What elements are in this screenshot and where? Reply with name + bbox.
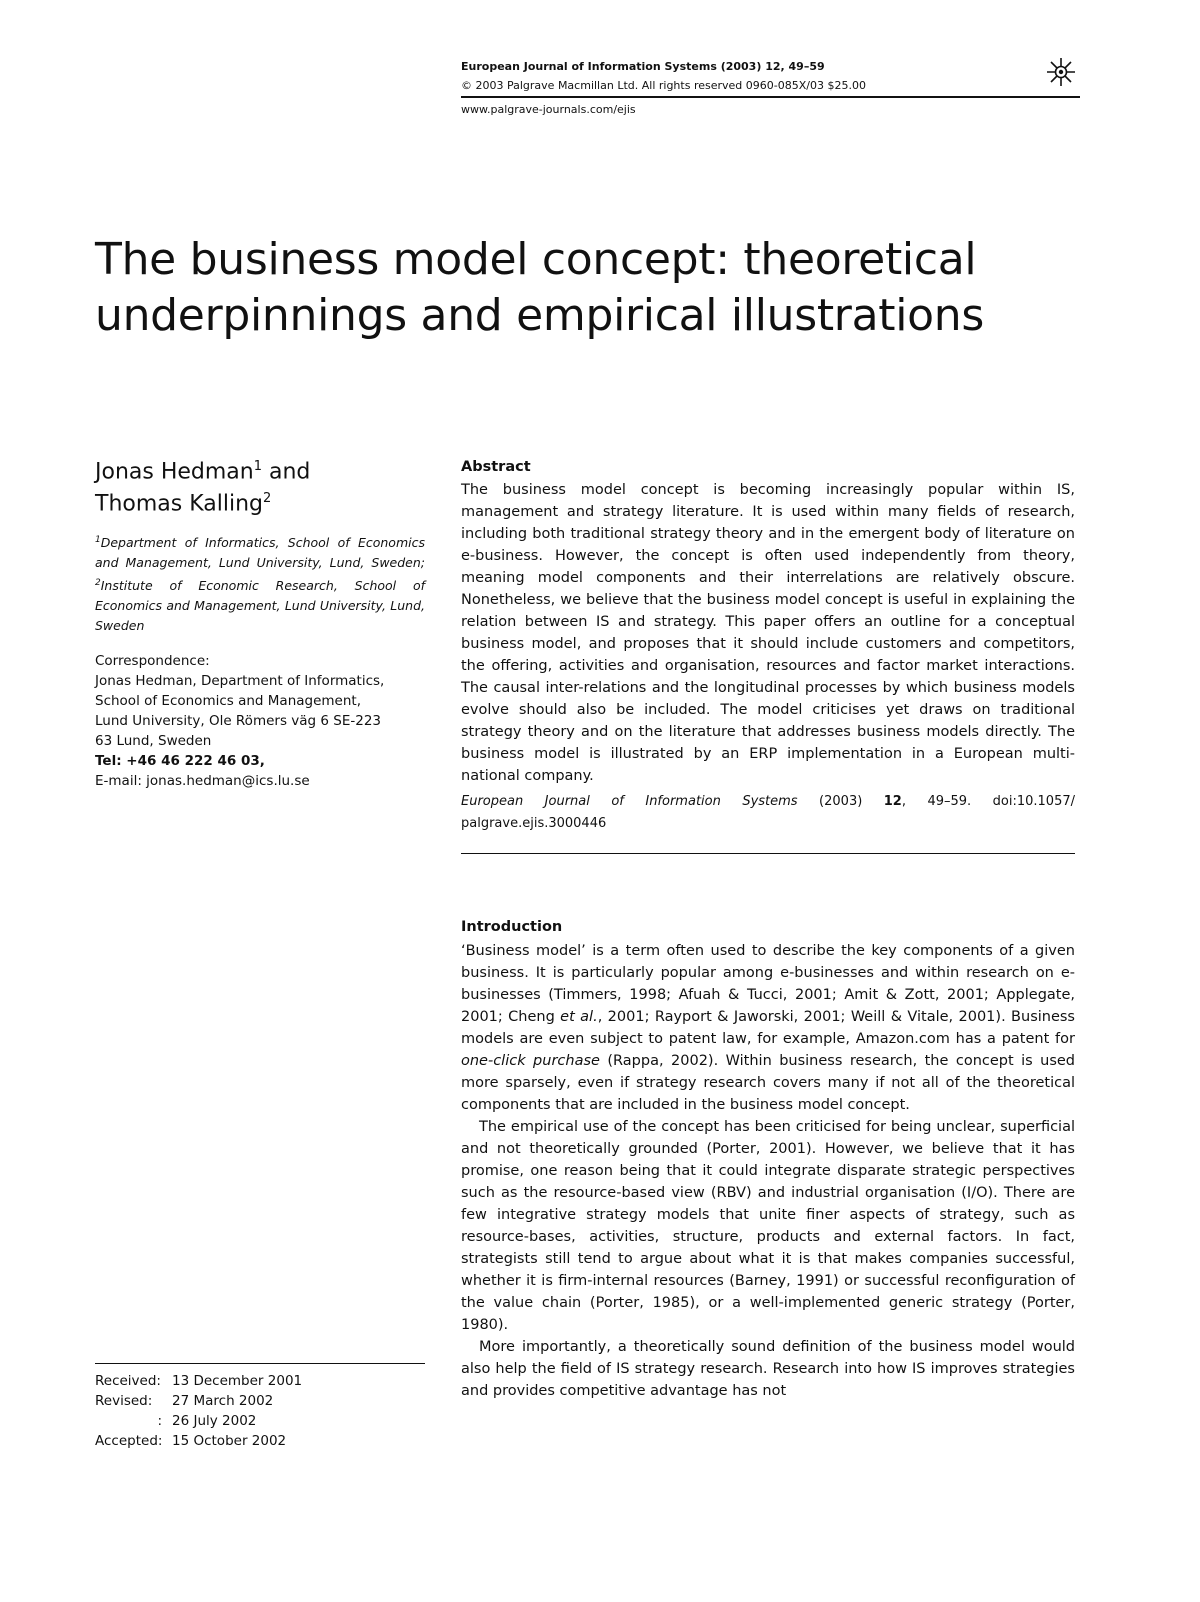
date-value: 15 October 2002 (172, 1433, 287, 1449)
affiliation-text: Department of Informatics, School of Economics and Management, Lund University, Lund, Sweden; (95, 535, 425, 571)
date-value: 26 July 2002 (172, 1413, 257, 1429)
paragraph-emphasis: et al. (560, 1009, 598, 1025)
introduction-heading: Introduction (461, 919, 563, 935)
date-label: Accepted: (95, 1433, 163, 1449)
paragraph (461, 940, 1075, 1116)
citation-doi: , 49–59. doi:10.1057/ palgrave.ejis.3000446 (461, 794, 1075, 831)
journal-citation-header: European Journal of Information Systems (2003) 12, 49–59 (461, 60, 825, 73)
correspondence-email[interactable]: E-mail: jonas.hedman@ics.lu.se (95, 773, 310, 789)
date-value: 13 December 2001 (172, 1373, 303, 1389)
author-name: Thomas Kalling (95, 491, 263, 517)
affiliation-text: Institute of Economic Research, School of Economics and Management, Lund University, Lund, Sweden (95, 578, 425, 634)
author-affiliations (95, 530, 425, 636)
correspondence-block (95, 651, 435, 791)
article-title (95, 232, 984, 344)
paragraph: More importantly, a theoretically sound definition of the business model would also help the field of IS strategy research. Research into how IS improves strategies and provides competitive advantage has not (461, 1339, 1075, 1399)
correspondence-line: Lund University, Ole Römers väg 6 SE-223 (95, 713, 382, 729)
date-label: Received: (95, 1373, 161, 1389)
dates-divider (95, 1363, 425, 1364)
correspondence-line: 63 Lund, Sweden (95, 733, 212, 749)
date-row (95, 1371, 302, 1391)
correspondence-phone: Tel: +46 46 222 46 03, (95, 753, 265, 769)
affiliation-mark: 1 (253, 459, 263, 474)
date-label: : (157, 1413, 162, 1429)
palgrave-star-logo-icon (1044, 55, 1078, 89)
journal-url-link[interactable]: www.palgrave-journals.com/ejis (461, 103, 636, 116)
date-row (95, 1411, 302, 1431)
author-name: Jonas Hedman (95, 459, 254, 485)
title-line-1: The business model concept: theoretical (95, 234, 977, 285)
citation-volume: 12 (883, 794, 902, 809)
correspondence-line: Jonas Hedman, Department of Informatics, (95, 673, 385, 689)
copyright-line: © 2003 Palgrave Macmillan Ltd. All rights reserved 0960-085X/03 $25.00 (461, 79, 866, 92)
paragraph: The empirical use of the concept has been criticised for being unclear, superficial and not theoretically grounded (Porter, 2001). However, we believe that it has promise, one reason being that it could integrate disparate strategic perspectives such as the resource-based view (RBV) and industrial organisation (I/O). There are few integrative strategy models that unite finer aspects of strategy, such as resource-bases, activities, structure, products and external factors. In fact, strategists still tend to argue about what it is that makes companies successful, whether it is firm-internal resources (Barney, 1991) or successful reconfiguration of the value chain (Porter, 1985), or a well-implemented generic strategy (Porter, 1980). (461, 1119, 1075, 1333)
citation-journal: European Journal of Information Systems (461, 794, 798, 809)
paragraph-text: , 2001; Rayport & Jaworski, 2001; Weill & Vitale, 2001). Business models are even subject to patent law, for example, Amazon.com has a patent for (461, 1009, 1075, 1047)
author-conjunction: and (262, 459, 311, 485)
title-line-2: underpinnings and empirical illustrations (95, 290, 984, 341)
paragraph-text: (Rappa, 2002). Within business research, the concept is used more sparsely, even if strategy research covers many if not all of the theoretical components that are included in the business model concept. (461, 1053, 1075, 1113)
abstract-text: The business model concept is becoming increasingly popular within IS, management and strategy literature. It is used within many fields of research, including both traditional strategy theory and in the emergent body of literature on e-business. However, the concept is often used independently from theory, meaning model components and their interrelations are relatively obscure. Nonetheless, we believe that the business model concept is useful in explaining the relation between IS and strategy. This paper offers an outline for a conceptual business model, and proposes that it should include customers and competitors, the offering, activities and organisation, resources and factor market interactions. The causal inter-relations and the longitudinal processes by which business models evolve should also be included. The model criticises yet draws on traditional strategy theory and on the literature that addresses business models directly. The business model is illustrated by an ERP implementation in a European multi-national company. (461, 482, 1075, 784)
header-divider (461, 96, 1080, 98)
author-list (95, 453, 310, 518)
date-row (95, 1391, 302, 1411)
abstract-heading: Abstract (461, 459, 531, 475)
paragraph-text: ‘Business model’ is a term often used to describe the key components of a given business. It is particularly popular among e-businesses and within research on e-businesses (Timmers, 1998; Afuah & Tucci, 2001; Amit & Zott, 2001; Applegate, 2001; Cheng (461, 943, 1075, 1025)
date-row (95, 1431, 302, 1451)
abstract-citation (461, 791, 1075, 835)
affiliation-mark: 2 (95, 578, 101, 589)
affiliation-mark: 1 (95, 535, 101, 545)
introduction-body (461, 940, 1075, 1402)
correspondence-label: Correspondence: (95, 653, 210, 669)
affiliation-mark: 2 (262, 491, 272, 507)
date-value: 27 March 2002 (172, 1393, 274, 1409)
abstract-divider (461, 853, 1075, 854)
date-label: Revised: (95, 1393, 153, 1409)
citation-year: (2003) (797, 794, 884, 809)
submission-dates (95, 1371, 302, 1451)
paragraph-emphasis: one-click purchase (461, 1053, 600, 1069)
correspondence-line: School of Economics and Management, (95, 693, 361, 709)
